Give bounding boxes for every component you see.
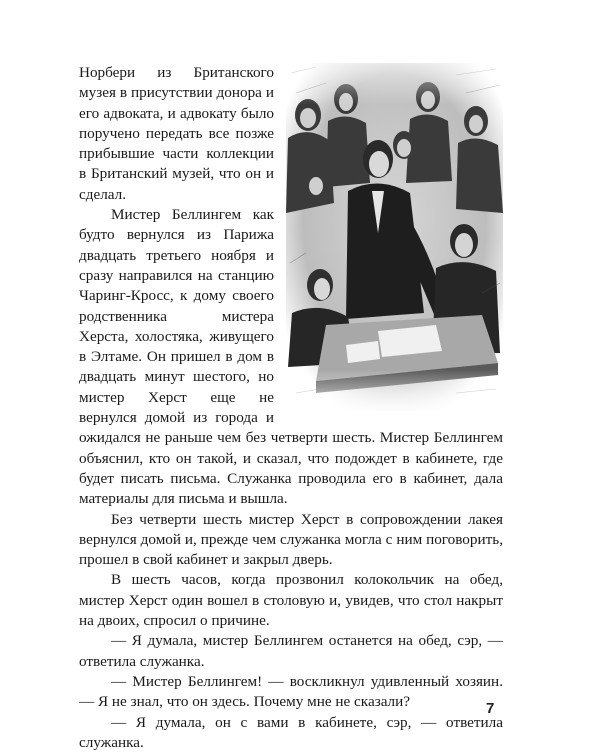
dialogue-line: — Я думала, он с вами в кабинете, сэр, — ответила служанка.: [79, 713, 503, 753]
paragraph: Норбери из Британского музея в присутствии донора и его адвоката, и адвокату было поручено передать все позже прибывшие части коллекции в Британский музей, что он и сделал.: [79, 63, 503, 205]
paragraph: В шесть часов, когда прозвонил колокольчик на обед, мистер Херст один вошел в столовую и, увидев, что стол накрыт на двоих, спросил о причине.: [79, 570, 503, 631]
page-number: 7: [486, 700, 494, 717]
paragraph: Мистер Беллингем как будто вернулся из Парижа двадцать третьего ноября и сразу направился на станцию Чаринг-Кросс, к дому своего родственника мистера Херста, холостяка, живущего в Элтаме. Он пришел в дом в двадцать минут шестого, но мистер Херст еще не вернулся домой из города и ожидался не раньше чем без четверти шесть. Мистер Беллингем объяснил, кто он такой, и сказал, что подождет в кабинете, где будет писать письма. Служанка проводила его в кабинет, дала материалы для письма и вышла.: [79, 205, 503, 509]
illustration-group-of-men: [286, 63, 503, 411]
dialogue-line: — Я думала, мистер Беллингем останется на обед, сэр, — ответила служанка.: [79, 631, 503, 672]
body-text: [79, 63, 503, 753]
paragraph: Без четверти шесть мистер Херст в сопровождении лакея вернулся домой и, прежде чем служанка могла с ним поговорить, прошел в свой кабинет и закрыл дверь.: [79, 510, 503, 571]
dialogue-line: — Мистер Беллингем! — воскликнул удивленный хозяин. — Я не знал, что он здесь. Почему мне не сказали?: [79, 672, 503, 713]
